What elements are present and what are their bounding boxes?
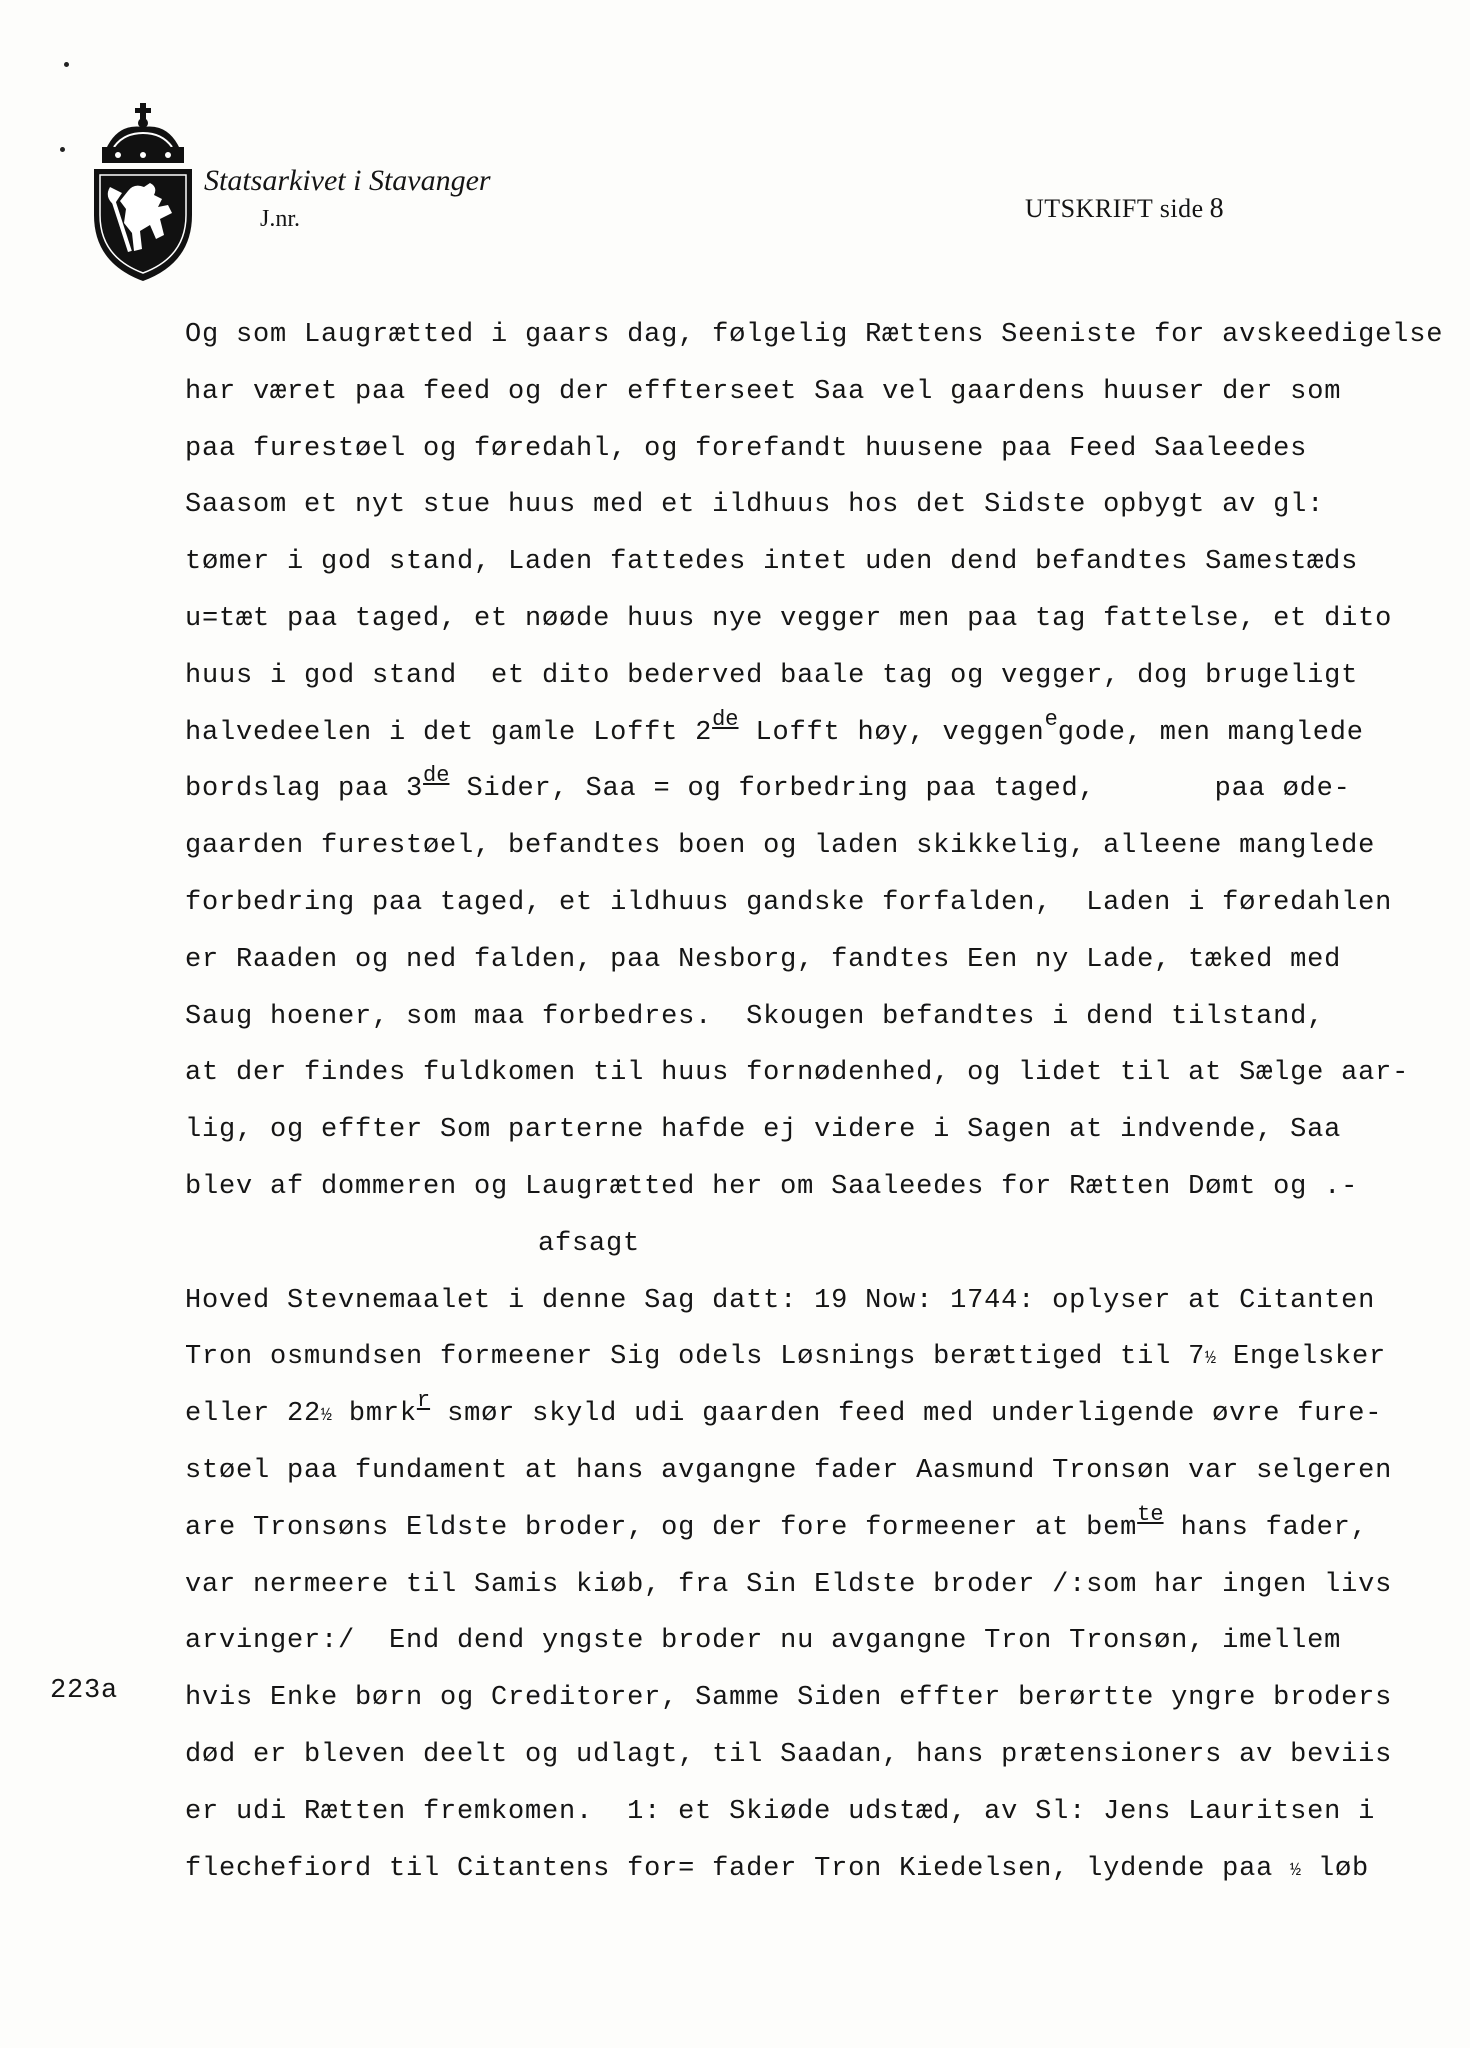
- text-line: [185, 598, 1470, 655]
- text-segment: var nermeere til Samis kiøb, fra Sin Eldste broder /:som har ingen livs: [185, 1569, 1393, 1600]
- text-segment: flechefiord til Citantens for= fader Tron Kiedelsen, lydende paa: [185, 1853, 1291, 1884]
- text-segment: forbedring paa taged, et ildhuus gandske forfalden, Laden i føredahlen: [185, 887, 1393, 918]
- text-line: [185, 763, 1470, 825]
- text-segment: død er bleven deelt og udlagt, til Saadan, hans prætensioners av beviis: [185, 1739, 1393, 1770]
- text-line: [185, 1677, 1470, 1734]
- text-segment: hvis Enke børn og Creditorer, Samme Siden effter berørtte yngre broders: [185, 1683, 1393, 1714]
- text-segment: blev af dommeren og Laugrætted her om Saaleedes for Rætten Dømt og .-: [185, 1171, 1359, 1202]
- transcript-body: [185, 314, 1470, 1904]
- text-segment: Saa vel gaardens huuser der som: [797, 376, 1342, 407]
- text-line: [185, 1791, 1470, 1848]
- text-segment: bordslag paa 3: [185, 774, 424, 805]
- transcript-label-text: UTSKRIFT side: [1025, 194, 1204, 223]
- journal-number-label: J.nr.: [260, 206, 301, 232]
- text-segment: paa furestøel og føredahl, og forefandt huusene paa Feed Saaleedes: [185, 433, 1308, 464]
- text-line: [185, 996, 1470, 1053]
- text-segment: er Raaden og ned falden, paa Nesborg, fandtes Een ny Lade, tæked med: [185, 944, 1342, 975]
- text-segment: løb: [1300, 1853, 1369, 1884]
- text-segment: smør skyld udi gaarden feed med underligende øvre fure-: [430, 1399, 1383, 1430]
- text-line: [185, 1848, 1470, 1905]
- text-segment: Tron osmundsen formeener Sig odels Løsnings berættiged til 7: [185, 1342, 1206, 1373]
- text-segment: Engelsker: [1215, 1342, 1387, 1373]
- fraction: ½: [1290, 1860, 1301, 1881]
- superscript: r: [416, 1388, 431, 1414]
- text-line: [185, 484, 1470, 541]
- fraction: ½: [1205, 1349, 1216, 1370]
- text-segment: t: [780, 376, 798, 407]
- text-segment: eller 22: [185, 1399, 322, 1430]
- text-line: [185, 1388, 1470, 1450]
- punch-mark: [60, 147, 65, 152]
- text-line: [185, 1052, 1470, 1109]
- text-line: [185, 1166, 1470, 1223]
- text-segment: u=tæt paa taged, et nøøde huus nye vegger men paa tag fattelse, et dito: [185, 603, 1393, 634]
- text-segment: Lofft høy, veggen: [738, 717, 1045, 748]
- punch-mark: [64, 62, 69, 67]
- page-number: 8: [1209, 193, 1225, 224]
- text-segment: gode, men manglede: [1057, 717, 1364, 748]
- text-line: [185, 1450, 1470, 1507]
- text-segment: are Tronsøns Eldste broder, og der fore formeener at bem: [185, 1512, 1138, 1543]
- superscript: de: [712, 706, 739, 732]
- text-line: [185, 1620, 1470, 1677]
- text-segment: Sider, Saa = og forbedring paa taged, paa øde-: [449, 774, 1351, 805]
- text-line: [185, 825, 1470, 882]
- text-segment: hans fader,: [1163, 1512, 1368, 1543]
- text-line: [185, 371, 1470, 428]
- text-line: [185, 882, 1470, 939]
- norwegian-coat-of-arms-icon: [88, 103, 198, 281]
- superscript: de: [423, 763, 450, 789]
- text-segment: er udi Rætten fremkomen. 1: et Skiøde udstæd, av Sl: Jens Lauritsen i: [185, 1796, 1376, 1827]
- text-line: [185, 541, 1470, 598]
- text-segment: Saug hoener, som maa forbedres. Skougen befandtes i dend tilstand,: [185, 1001, 1325, 1032]
- text-segment: lig, og effter Som parterne hafde ej videre i Sagen at indvende, Saa: [185, 1115, 1342, 1146]
- text-line: [185, 1109, 1470, 1166]
- text-segment: arvinger:/ End dend yngste broder nu avgangne Tron Tronsøn, imellem: [185, 1626, 1342, 1657]
- text-line: [185, 1564, 1470, 1621]
- text-segment: tømer i god stand, Laden fattedes intet uden dend befandtes Samestæds: [185, 547, 1359, 578]
- text-line: [185, 1223, 1470, 1280]
- text-line: [185, 428, 1470, 485]
- superscript: te: [1137, 1501, 1164, 1527]
- fraction: ½: [321, 1406, 332, 1427]
- text-segment: Hoved Stevnemaalet i denne Sag datt: 19 Now: 1744: oplyser at Citanten: [185, 1285, 1376, 1316]
- superscript: e: [1044, 706, 1058, 732]
- text-segment: at der findes fuldkomen til huus fornødenhed, og lidet til at Sælge aar-: [185, 1058, 1410, 1089]
- transcript-page-label: [1025, 192, 1224, 226]
- text-segment: afsagt: [538, 1228, 641, 1259]
- margin-note: 223a: [50, 1676, 119, 1706]
- text-line: [185, 1336, 1470, 1393]
- text-segment: halvedeelen i det gamle Lofft 2: [185, 717, 713, 748]
- text-line: [185, 1280, 1470, 1337]
- text-line: [185, 706, 1470, 769]
- text-segment: Saasom et nyt stue huus med et ildhuus hos det Sidste opbygt av gl:: [185, 490, 1325, 521]
- text-segment: støel paa fundament at hans avgangne fader Aasmund Tronsøn var selgeren: [185, 1455, 1393, 1486]
- text-line: [185, 1501, 1470, 1564]
- archive-name: Statsarkivet i Stavanger: [204, 164, 491, 197]
- text-line: [185, 314, 1470, 371]
- text-line: [185, 939, 1470, 996]
- text-segment: Og som Laugrætted i gaars dag, følgelig Rættens Seeniste for avskeedigelse: [185, 320, 1444, 350]
- text-segment: bmrk: [331, 1399, 417, 1430]
- text-line: [185, 1734, 1470, 1791]
- text-line: [185, 655, 1470, 712]
- text-segment: gaarden furestøel, befandtes boen og laden skikkelig, alleene manglede: [185, 831, 1376, 862]
- text-segment: har været paa feed og der efftersee: [185, 376, 781, 407]
- text-segment: huus i god stand et dito bederved baale tag og vegger, dog brugeligt: [185, 660, 1359, 691]
